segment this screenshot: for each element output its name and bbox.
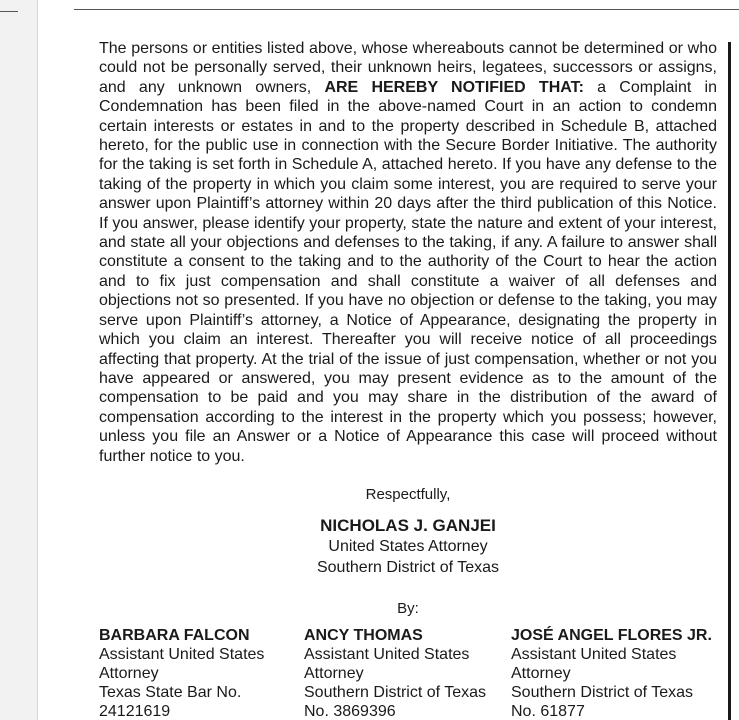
notice-paragraph [99, 39, 717, 466]
attorney-detail-line2: No. 3869396 [304, 703, 396, 720]
attorney-name: JOSÉ ANGEL FLORES JR. [511, 627, 712, 644]
attorney-detail-line1: Texas State Bar No. [99, 684, 242, 701]
attorney-title-line1: Assistant United States [511, 646, 677, 663]
signer-block [99, 515, 717, 578]
notice-intro: The persons or entities listed above, whose whereabouts cannot be determined or who could not be personally served, their unknown heirs, legatees, successors or assigns, and any unknown owners, [99, 40, 717, 96]
attorney-title-line2: Attorney [99, 665, 159, 682]
notice-emphasis: ARE HEREBY NOTIFIED THAT: [324, 78, 584, 96]
attorney-detail-line2: No. 61877 [511, 703, 585, 720]
attorney-block-falcon [99, 626, 289, 720]
right-column-rule [728, 42, 731, 720]
attorney-title-line1: Assistant United States [99, 646, 265, 663]
attorney-detail-line1: Southern District of Texas [511, 684, 694, 701]
signer-name: NICHOLAS J. GANJEI [320, 516, 496, 535]
attorney-block-flores [511, 626, 726, 720]
notice-body: a Complaint in Condemnation has been filed in the above-named Court in an action to condemn certain interests or estates in and to the property described in Schedule B, attached hereto, for the public use in connection with the Secure Border Initiative. The authority for the taking is set forth in Schedule A, attached hereto. If you have any defense to the taking of the property in which you claim some interest, you are required to serve your answer upon Plaintiff’s attorney within 20 days after the third publication of this Notice. If you answer, please identify your property, state the nature and extent of your interest, and state all your objections and defenses to the taking, if any. A failure to answer shall constitute a consent to the taking and to the authority of the Court to hear the action and to fix just compensation and shall constitute a waiver of all defenses and objections not so presented. If you have no objection or defense to the taking, you may serve upon Plaintiff’s attorney, a Notice of Appearance, designating the property in which you claim an interest. Thereafter you will receive notice of all proceedings affecting that property. At the trial of the issue of just compensation, whether or not you have appeared or answered, you may present evidence as to the amount of the compensation to be paid and you may share in the distribution of the award of compensation according to the interest in the property which you possess; however, unless you file an Answer or a Notice of Appearance this case will proceed without further notice to you. [99, 78, 717, 465]
attorney-name: ANCY THOMAS [304, 627, 423, 644]
attorney-block-thomas [304, 626, 504, 720]
attorney-detail-line2: 24121619 [99, 703, 171, 720]
attorney-name: BARBARA FALCON [99, 627, 250, 644]
margin-dash [0, 11, 18, 12]
signer-district: Southern District of Texas [316, 559, 499, 576]
attorney-title-line1: Assistant United States [304, 646, 470, 663]
top-divider-rule [74, 9, 739, 10]
attorney-detail-line1: Southern District of Texas [304, 684, 487, 701]
by-line: By: [397, 600, 419, 617]
respectfully-line: Respectfully, [365, 486, 451, 503]
adjacent-page-margin [0, 0, 38, 720]
attorney-title-line2: Attorney [511, 665, 571, 682]
attorney-title-line2: Attorney [304, 665, 364, 682]
signer-title: United States Attorney [328, 538, 488, 555]
